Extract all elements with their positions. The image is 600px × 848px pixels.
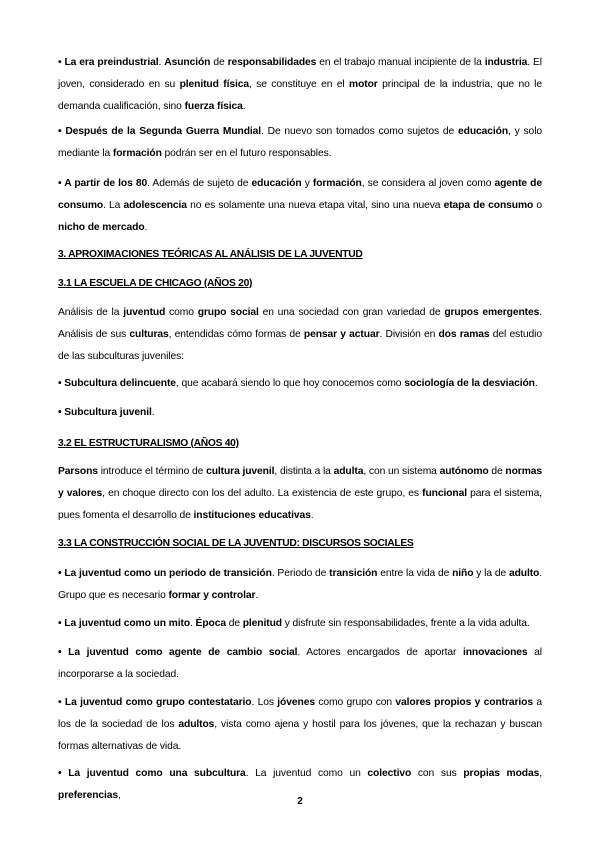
heading-section-3: 3. APROXIMACIONES TEÓRICAS AL ANÁLISIS DE LA JUVENTUD: [58, 249, 363, 260]
paragraph-subcultura-juvenil: • Subcultura juvenil.: [58, 407, 155, 418]
paragraph-mito: • La juventud como un mito. Época de plenitud y disfrute sin responsabilidades, frente a la vida adulta.: [58, 618, 530, 629]
paragraph-periodo-transicion: • La juventud como un periodo de transición. Periodo de transición entre la vida de niño y la de adulto. Grupo que es necesario formar y controlar.: [58, 568, 542, 601]
heading-section-3-1: 3.1 LA ESCUELA DE CHICAGO (AÑOS 20): [58, 278, 253, 289]
paragraph-preindustrial: • La era preindustrial. Asunción de responsabilidades en el trabajo manual incipiente de la industria. El joven, considerado en su plenitud física, se constituye en el motor principal de la industria, que no le demanda cualificación, sino fuerza física.: [58, 57, 542, 112]
paragraph-posguerra: • Después de la Segunda Guerra Mundial. De nuevo son tomados como sujetos de educación, y solo mediante la formación podrán ser en el futuro responsables.: [58, 126, 543, 159]
paragraph-subcultura-delincuente: • Subcultura delincuente, que acabará siendo lo que hoy conocemos como sociología de la desviación.: [58, 378, 538, 389]
page-number: 2: [297, 796, 303, 807]
paragraph-chicago: Análisis de la juventud como grupo social en una sociedad con gran variedad de grupos emergentes. Análisis de sus culturas, entendidas cómo formas de pensar y actuar. División en dos ramas del estudio de las subculturas juveniles:: [58, 307, 542, 362]
paragraph-subcultura: • La juventud como una subcultura. La juventud como un colectivo con sus propias modas, preferencias,: [58, 768, 542, 801]
paragraph-contestatario: • La juventud como grupo contestatario. Los jóvenes como grupo con valores propios y contrarios a los de la sociedad de los adultos, vista como ajena y hostil para los jóvenes, que la rechazan y buscan formas alternativas de vida.: [58, 697, 543, 752]
heading-section-3-3: 3.3 LA CONSTRUCCIÓN SOCIAL DE LA JUVENTUD: DISCURSOS SOCIALES: [58, 538, 414, 549]
heading-section-3-2: 3.2 EL ESTRUCTURALISMO (AÑOS 40): [58, 438, 239, 449]
paragraph-agente-cambio: • La juventud como agente de cambio social. Actores encargados de aportar innovaciones al incorporarse a la sociedad.: [58, 647, 542, 680]
paragraph-80s: • A partir de los 80. Además de sujeto de educación y formación, se considera al joven como agente de consumo. La adolescencia no es solamente una nueva etapa vital, sino una nueva etapa de consumo o nicho de mercado.: [58, 178, 543, 233]
paragraph-estructuralismo: Parsons introduce el término de cultura juvenil, distinta a la adulta, con un sistema autónomo de normas y valores, en choque directo con los del adulto. La existencia de este grupo, es funcional para el sistema, pues fomenta el desarrollo de instituciones educativas.: [58, 466, 543, 521]
